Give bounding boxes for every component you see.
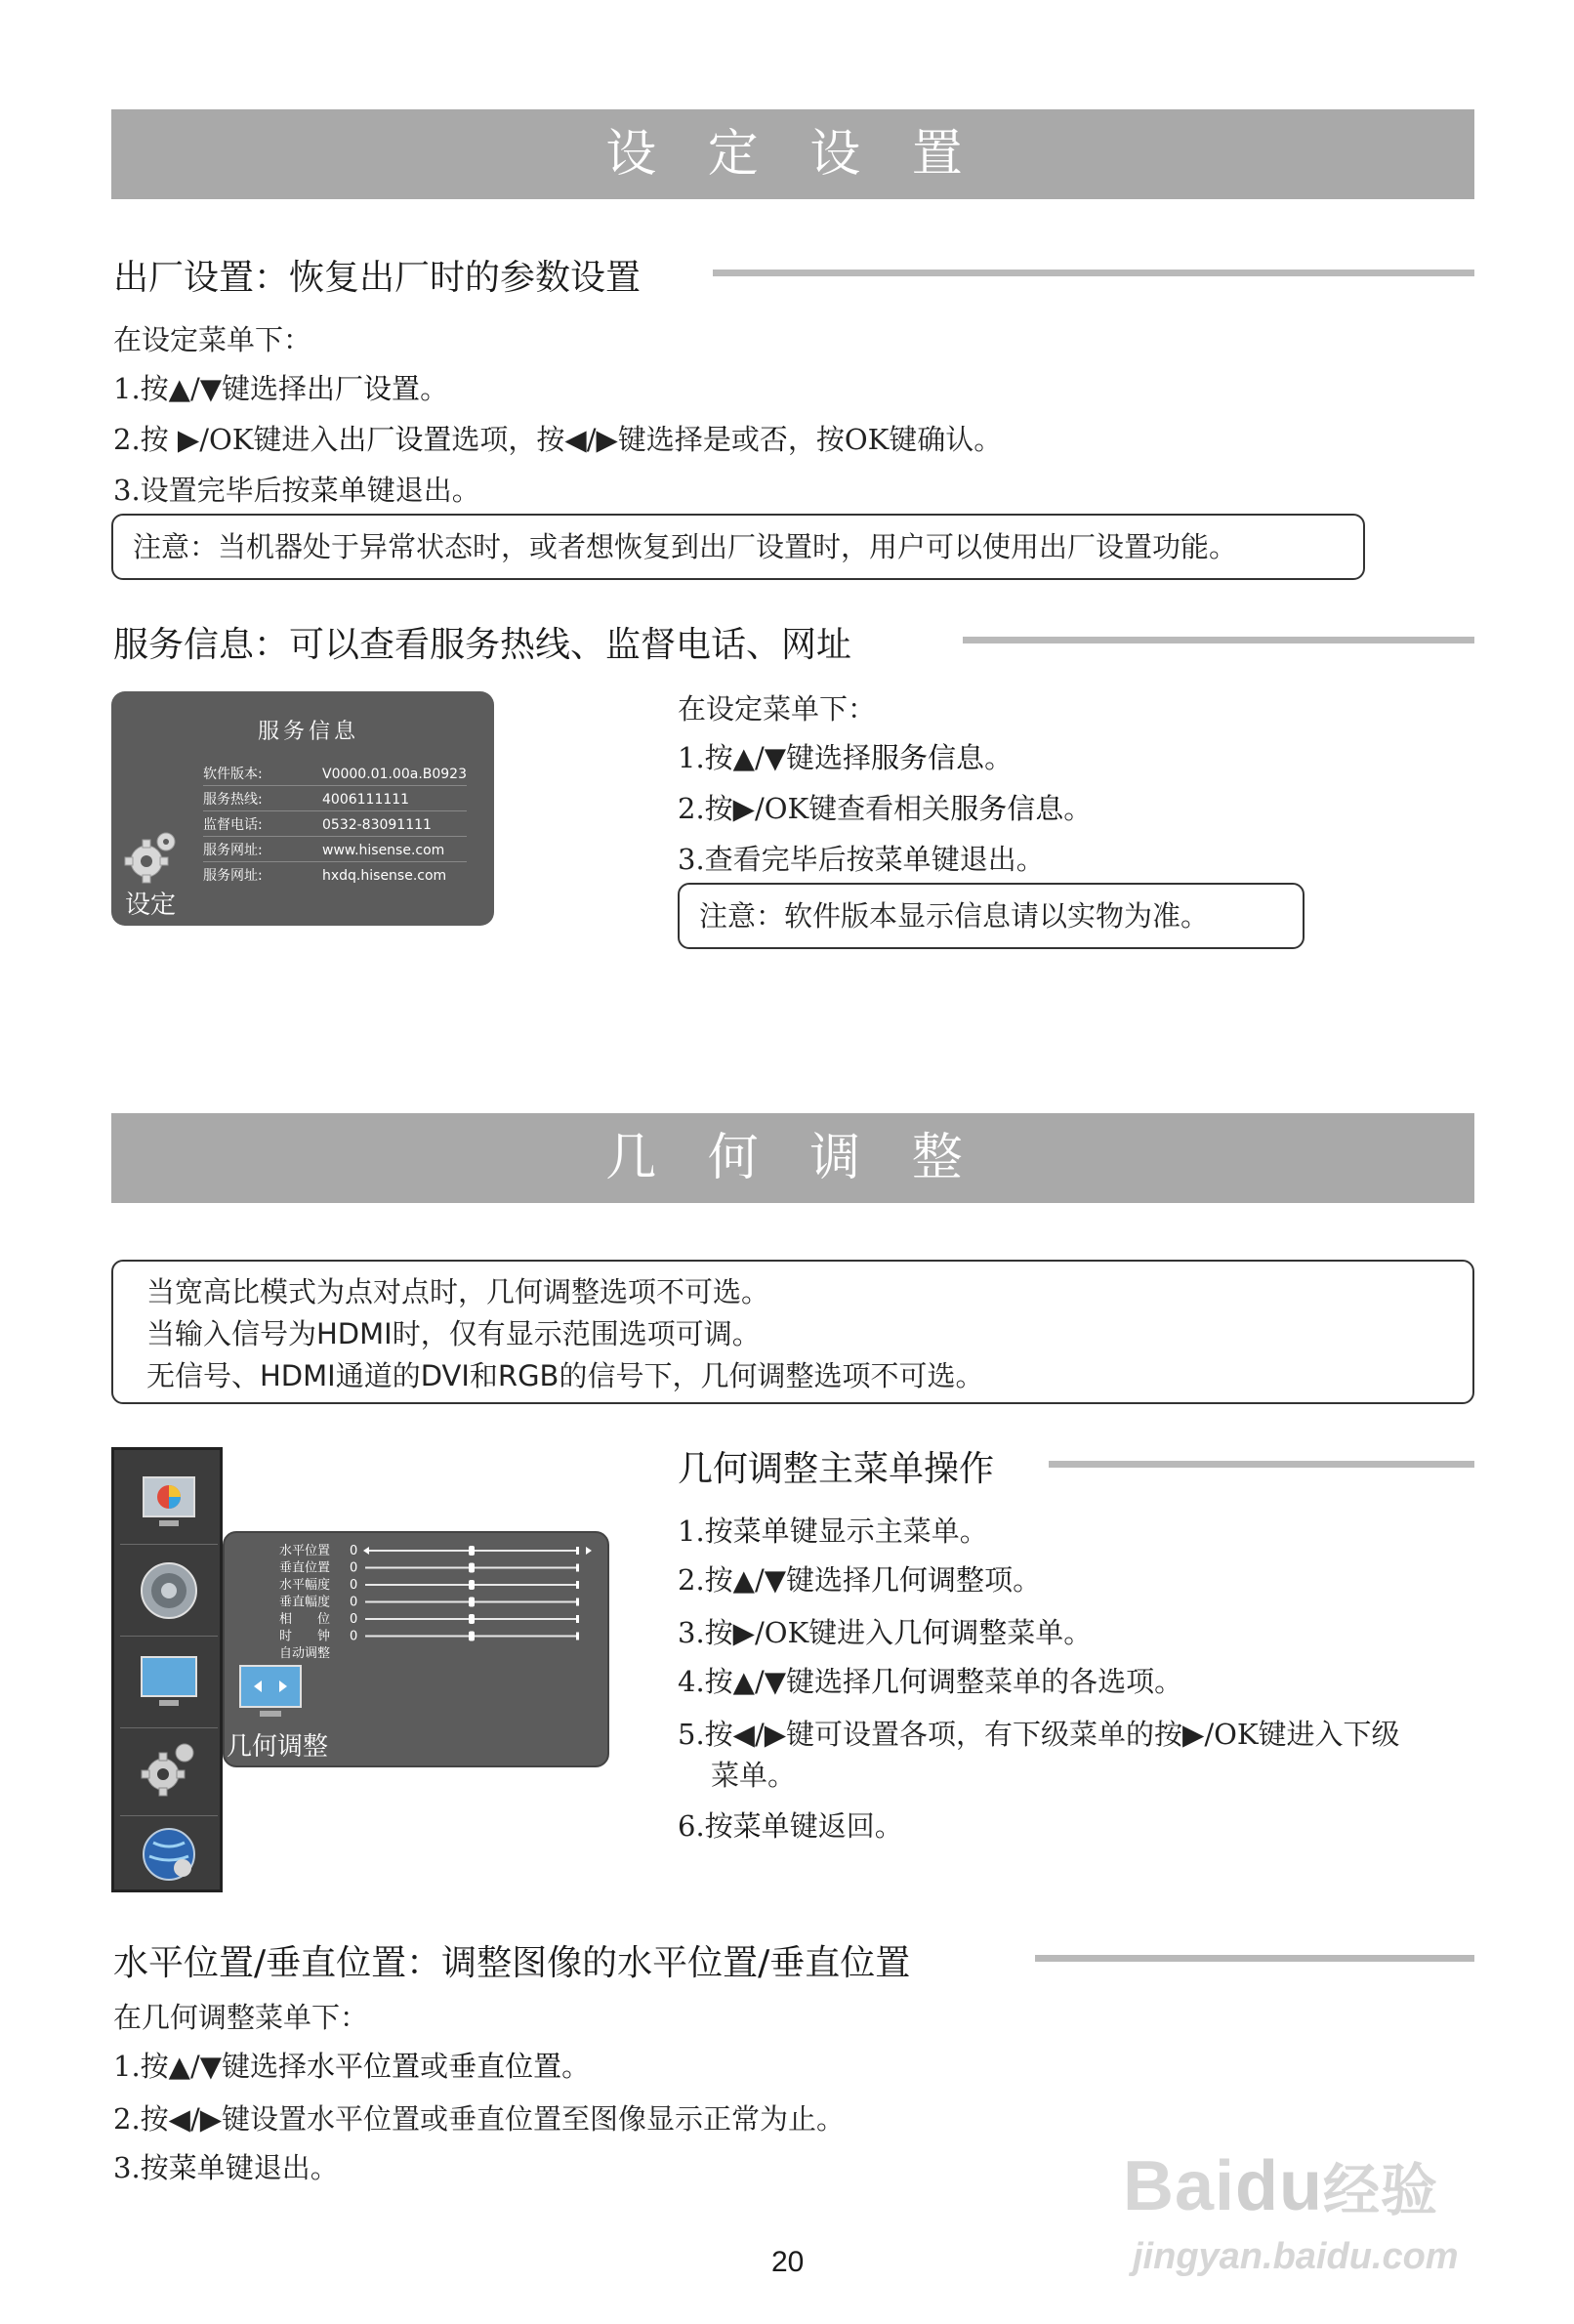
menu-item-label[interactable]: 自动调整 bbox=[279, 1646, 331, 1661]
menu-item-value: 0 bbox=[350, 1578, 358, 1593]
menu-item-label[interactable]: 相 位 bbox=[279, 1612, 331, 1627]
slider-knob[interactable] bbox=[469, 1632, 475, 1641]
position-step-1: 1.按▲/▼键选择水平位置或垂直位置。 bbox=[113, 2050, 591, 2083]
factory-step-1: 1.按▲/▼键选择出厂设置。 bbox=[113, 372, 449, 405]
menu-item-value: 0 bbox=[350, 1595, 358, 1610]
position-heading: 水平位置/垂直位置：调整图像的水平位置/垂直位置 bbox=[113, 1943, 911, 1983]
main-menu-sidebar bbox=[111, 1447, 223, 1892]
geometry-main-ops-heading: 几何调整主菜单操作 bbox=[678, 1449, 995, 1489]
info-row: 监督电话: 0532-83091111 bbox=[203, 817, 432, 833]
arrow-right-icon[interactable] bbox=[586, 1547, 592, 1555]
slider-knob[interactable] bbox=[469, 1614, 475, 1624]
info-row: 服务热线: 4006111111 bbox=[203, 792, 410, 808]
service-info-screen bbox=[111, 691, 494, 926]
globe-icon[interactable] bbox=[132, 1821, 206, 1888]
menu-item-value: 0 bbox=[350, 1560, 358, 1576]
menu-item-value: 0 bbox=[350, 1629, 358, 1644]
menu-item-value: 0 bbox=[350, 1612, 358, 1627]
geometry-step-6: 6.按菜单键返回。 bbox=[678, 1809, 903, 1843]
service-step-3: 3.查看完毕后按菜单键退出。 bbox=[678, 843, 1045, 876]
position-intro: 在几何调整菜单下： bbox=[113, 2001, 369, 2034]
factory-intro: 在设定菜单下： bbox=[113, 323, 312, 356]
position-step-2: 2.按◀/▶键设置水平位置或垂直位置至图像显示正常为止。 bbox=[113, 2102, 846, 2136]
geometry-step-5-cont: 菜单。 bbox=[711, 1759, 797, 1792]
slider-end-tick bbox=[576, 1598, 579, 1606]
sound-icon[interactable] bbox=[132, 1557, 206, 1624]
position-step-3: 3.按菜单键退出。 bbox=[113, 2151, 339, 2184]
factory-reset-heading: 出厂设置：恢复出厂时的参数设置 bbox=[113, 258, 642, 298]
factory-step-3: 3.设置完毕后按菜单键退出。 bbox=[113, 474, 480, 507]
slider-knob[interactable] bbox=[469, 1598, 475, 1607]
geometry-submenu bbox=[223, 1531, 609, 1767]
geometry-step-2: 2.按▲/▼键选择几何调整项。 bbox=[678, 1563, 1042, 1597]
screen-title: 服务信息 bbox=[258, 720, 360, 744]
screen-icon bbox=[234, 1660, 307, 1722]
picture-icon[interactable] bbox=[132, 1470, 206, 1536]
factory-step-2: 2.按 ▶/OK键进入出厂设置选项，按◀/▶键选择是或否，按OK键确认。 bbox=[113, 423, 1003, 456]
slider-end-tick bbox=[576, 1564, 579, 1572]
page-number: 20 bbox=[771, 2246, 805, 2278]
section-banner-settings: 设 定 设 置 bbox=[111, 109, 1474, 199]
section-banner-geometry: 几 何 调 整 bbox=[111, 1113, 1474, 1203]
gear-icon[interactable] bbox=[132, 1737, 206, 1804]
slider-end-tick bbox=[576, 1581, 579, 1589]
geometry-notice: 当宽高比模式为点对点时，几何调整选项不可选。 当输入信号为HDMI时，仅有显示范围选项可调。 无信号、HDMI通道的DVI和RGB的信号下，几何调整选项不可选。 bbox=[111, 1260, 1474, 1404]
slider-end-tick bbox=[576, 1547, 579, 1555]
geometry-step-1: 1.按菜单键显示主菜单。 bbox=[678, 1515, 988, 1548]
info-row: 服务网址: hxdq.hisense.com bbox=[203, 868, 447, 884]
screen-icon[interactable] bbox=[132, 1649, 206, 1716]
geometry-step-4: 4.按▲/▼键选择几何调整菜单的各选项。 bbox=[678, 1665, 1183, 1698]
service-step-1: 1.按▲/▼键选择服务信息。 bbox=[678, 741, 1014, 774]
info-row: 服务网址: www.hisense.com bbox=[203, 843, 445, 858]
service-note: 注意：软件版本显示信息请以实物为准。 bbox=[678, 883, 1305, 949]
gear-icon bbox=[119, 826, 182, 889]
factory-note: 注意：当机器处于异常状态时，或者想恢复到出厂设置时，用户可以使用出厂设置功能。 bbox=[111, 514, 1365, 580]
menu-item-label[interactable]: 垂直位置 bbox=[279, 1560, 331, 1576]
menu-item-label[interactable]: 水平幅度 bbox=[279, 1578, 331, 1593]
geometry-step-5: 5.按◀/▶键可设置各项，有下级菜单的按▶/OK键进入下级 bbox=[678, 1718, 1400, 1751]
baidu-watermark-logo: Baidu经验 bbox=[1123, 2147, 1439, 2225]
menu-item-label[interactable]: 垂直幅度 bbox=[279, 1595, 331, 1610]
menu-item-value: 0 bbox=[350, 1544, 358, 1558]
service-step-2: 2.按▶/OK键查看相关服务信息。 bbox=[678, 792, 1093, 825]
slider-end-tick bbox=[576, 1633, 579, 1640]
heading-rule bbox=[1035, 1955, 1474, 1962]
heading-rule bbox=[963, 637, 1474, 643]
geometry-step-3: 3.按▶/OK键进入几何调整菜单。 bbox=[678, 1616, 1093, 1649]
heading-rule bbox=[1049, 1461, 1474, 1468]
baidu-watermark-url: jingyan.baidu.com bbox=[1133, 2236, 1459, 2277]
arrow-left-icon[interactable] bbox=[363, 1547, 369, 1555]
slider-end-tick bbox=[576, 1615, 579, 1623]
category-label: 设定 bbox=[125, 891, 177, 920]
heading-rule bbox=[713, 270, 1474, 276]
menu-item-label[interactable]: 水平位置 bbox=[279, 1544, 331, 1558]
service-intro: 在设定菜单下： bbox=[678, 692, 877, 726]
menu-item-label[interactable]: 时 钟 bbox=[279, 1629, 331, 1644]
service-info-heading: 服务信息：可以查看服务热线、监督电话、网址 bbox=[113, 625, 852, 665]
slider-knob[interactable] bbox=[469, 1546, 475, 1556]
slider-knob[interactable] bbox=[469, 1580, 475, 1590]
slider-knob[interactable] bbox=[469, 1563, 475, 1573]
info-row: 软件版本: V0000.01.00a.B0923 bbox=[203, 767, 467, 782]
category-label: 几何调整 bbox=[227, 1732, 329, 1762]
